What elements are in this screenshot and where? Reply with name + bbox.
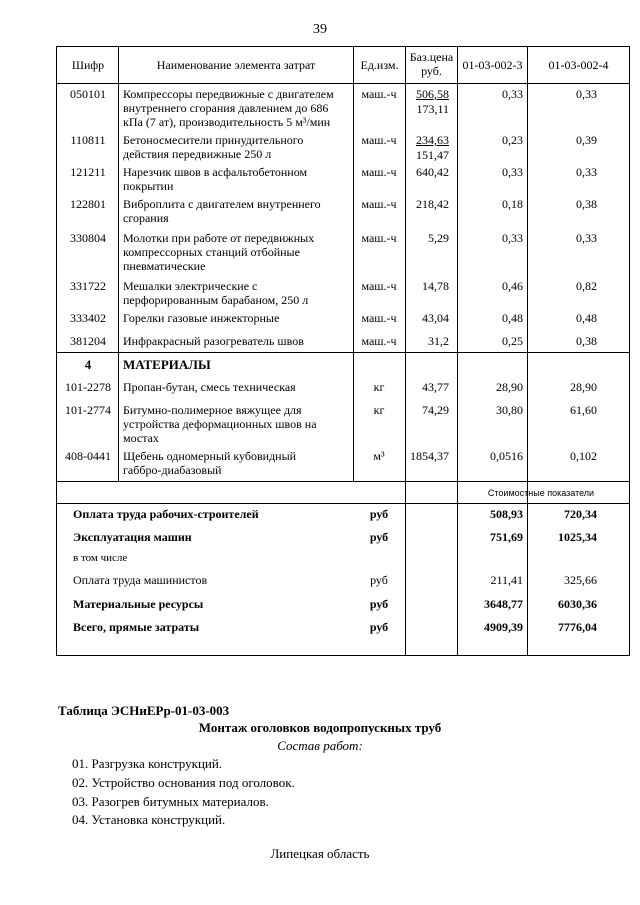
row-code: 333402 xyxy=(70,311,106,325)
cost-indicators-label: Стоимостные показатели xyxy=(487,488,595,498)
summary-unit: руб xyxy=(369,507,389,521)
summary-unit: руб xyxy=(369,530,389,544)
row-value-b: 0,38 xyxy=(576,334,597,348)
row-name: Виброплита с двигателем внутреннего сгорания xyxy=(123,197,321,225)
summary-divider xyxy=(57,503,629,504)
row-price: 31,2 xyxy=(428,334,449,348)
row-value-a: 0,46 xyxy=(502,279,523,293)
material-unit: кг xyxy=(373,380,385,394)
row-unit: маш.-ч xyxy=(361,311,397,325)
col-divider xyxy=(527,47,528,655)
cost-table xyxy=(56,46,630,656)
material-code: 408-0441 xyxy=(65,449,111,463)
summary-value-b: 6030,36 xyxy=(558,597,597,611)
summary-label: в том числе xyxy=(73,552,128,564)
row-code: 331722 xyxy=(70,279,106,293)
summary-value-a: 211,41 xyxy=(490,573,523,587)
region-footer: Липецкая область xyxy=(270,846,370,861)
row-name: Инфракрасный разогреватель швов xyxy=(123,334,304,348)
header-name: Наименование элемента затрат xyxy=(156,58,316,72)
summary-label: Материальные ресурсы xyxy=(73,597,204,611)
row-price-secondary: 173,11 xyxy=(416,102,449,116)
col-divider xyxy=(457,47,458,655)
material-value-a: 28,90 xyxy=(496,380,523,394)
header-unit: Ед.изм. xyxy=(360,58,399,72)
material-name: Пропан-бутан, смесь техническая xyxy=(123,380,296,394)
summary-label: Эксплуатация машин xyxy=(73,530,192,544)
row-value-b: 0,48 xyxy=(576,311,597,325)
row-value-a: 0,23 xyxy=(502,133,523,147)
row-name: Бетоносмесители принудительного действия передвижные 250 л xyxy=(123,133,304,161)
row-code: 122801 xyxy=(70,197,106,211)
material-value-b: 61,60 xyxy=(570,403,597,417)
row-value-a: 0,33 xyxy=(502,231,523,245)
summary-label: Оплата труда машинистов xyxy=(73,573,208,587)
summary-value-b: 7776,04 xyxy=(558,620,597,634)
row-unit: маш.-ч xyxy=(361,87,397,101)
row-price: 218,42 xyxy=(416,197,449,211)
material-code: 101-2774 xyxy=(65,403,111,417)
row-unit: маш.-ч xyxy=(361,231,397,245)
material-code: 101-2278 xyxy=(65,380,111,394)
row-price: 506,58 xyxy=(416,87,449,101)
row-code: 381204 xyxy=(70,334,106,348)
section-title: МАТЕРИАЛЫ xyxy=(123,357,211,372)
row-value-b: 0,38 xyxy=(576,197,597,211)
row-value-b: 0,82 xyxy=(576,279,597,293)
row-name: Молотки при работе от передвижных компрессорных станций отбойные пневматические xyxy=(123,231,315,273)
row-price: 5,29 xyxy=(428,231,449,245)
row-name: Горелки газовые инжекторные xyxy=(123,311,280,325)
table-subtitle: Монтаж оголовков водопропускных труб xyxy=(198,720,442,735)
section-divider xyxy=(57,352,629,353)
material-price: 1854,37 xyxy=(410,449,449,463)
material-value-a: 0,0516 xyxy=(490,449,523,463)
summary-value-b: 325,66 xyxy=(564,573,597,587)
row-code: 330804 xyxy=(70,231,106,245)
row-value-b: 0,33 xyxy=(576,231,597,245)
header-col-b: 01-03-002-4 xyxy=(548,58,609,72)
header-col-a: 01-03-002-3 xyxy=(462,58,523,72)
row-value-b: 0,39 xyxy=(576,133,597,147)
work-item: 01. Разгрузка конструкций. xyxy=(72,756,223,771)
summary-value-a: 4909,39 xyxy=(484,620,523,634)
page-number: 39 xyxy=(313,22,327,37)
row-code: 121211 xyxy=(70,165,106,179)
table-caption: Таблица ЭСНиЕРр-01-03-003 xyxy=(58,703,230,718)
row-name: Компрессоры передвижные с двигателем внутреннего сгорания давлением до 686 кПа (7 ат), производительность 5 м³/мин xyxy=(123,87,334,129)
col-divider xyxy=(118,47,119,481)
row-name: Мешалки электрические с перфорированным барабаном, 250 л xyxy=(123,279,309,307)
summary-unit: руб xyxy=(369,597,389,611)
summary-value-b: 1025,34 xyxy=(558,530,597,544)
row-value-b: 0,33 xyxy=(576,87,597,101)
row-value-a: 0,48 xyxy=(502,311,523,325)
row-unit: маш.-ч xyxy=(361,279,397,293)
row-unit: маш.-ч xyxy=(361,165,397,179)
material-unit: кг xyxy=(373,403,385,417)
row-unit: маш.-ч xyxy=(361,197,397,211)
material-name: Битумно-полимерное вяжущее для устройства деформационных швов на мостах xyxy=(123,403,317,445)
row-name: Нарезчик швов в асфальтобетонном покрытии xyxy=(123,165,308,193)
row-price: 14,78 xyxy=(422,279,449,293)
row-value-a: 0,33 xyxy=(502,87,523,101)
header-price-line2: руб. xyxy=(421,64,442,78)
work-item: 02. Устройство основания под оголовок. xyxy=(72,775,295,790)
summary-value-a: 508,93 xyxy=(490,507,523,521)
row-price: 234,63 xyxy=(416,133,449,147)
row-value-a: 0,33 xyxy=(502,165,523,179)
material-price: 43,77 xyxy=(422,380,449,394)
row-code: 050101 xyxy=(70,87,106,101)
material-name: Щебень одномерный кубовидный габбро-диабазовый xyxy=(123,449,297,477)
material-value-b: 28,90 xyxy=(570,380,597,394)
row-unit: маш.-ч xyxy=(361,133,397,147)
material-value-b: 0,102 xyxy=(570,449,597,463)
header-code: Шифр xyxy=(71,58,105,72)
work-composition-heading: Состав работ: xyxy=(277,738,363,753)
row-price: 640,42 xyxy=(416,165,449,179)
row-value-a: 0,25 xyxy=(502,334,523,348)
material-value-a: 30,80 xyxy=(496,403,523,417)
summary-label: Оплата труда рабочих-строителей xyxy=(73,507,259,521)
work-item: 04. Установка конструкций. xyxy=(72,812,226,827)
section-code: 4 xyxy=(84,357,92,372)
row-value-a: 0,18 xyxy=(502,197,523,211)
row-price: 43,04 xyxy=(422,311,449,325)
row-unit: маш.-ч xyxy=(361,334,397,348)
work-item: 03. Разогрев битумных материалов. xyxy=(72,794,269,809)
header-price-line1: Баз.цена xyxy=(409,50,454,64)
summary-divider xyxy=(57,481,629,482)
summary-unit: руб xyxy=(370,573,388,587)
summary-label: Всего, прямые затраты xyxy=(73,620,200,634)
row-value-b: 0,33 xyxy=(576,165,597,179)
summary-unit: руб xyxy=(369,620,389,634)
material-unit: м³ xyxy=(373,449,385,463)
summary-value-a: 3648,77 xyxy=(484,597,523,611)
summary-value-b: 720,34 xyxy=(564,507,597,521)
material-price: 74,29 xyxy=(422,403,449,417)
row-code: 110811 xyxy=(70,133,106,147)
summary-value-a: 751,69 xyxy=(490,530,523,544)
header-divider xyxy=(57,83,629,84)
row-price-secondary: 151,47 xyxy=(416,148,449,162)
